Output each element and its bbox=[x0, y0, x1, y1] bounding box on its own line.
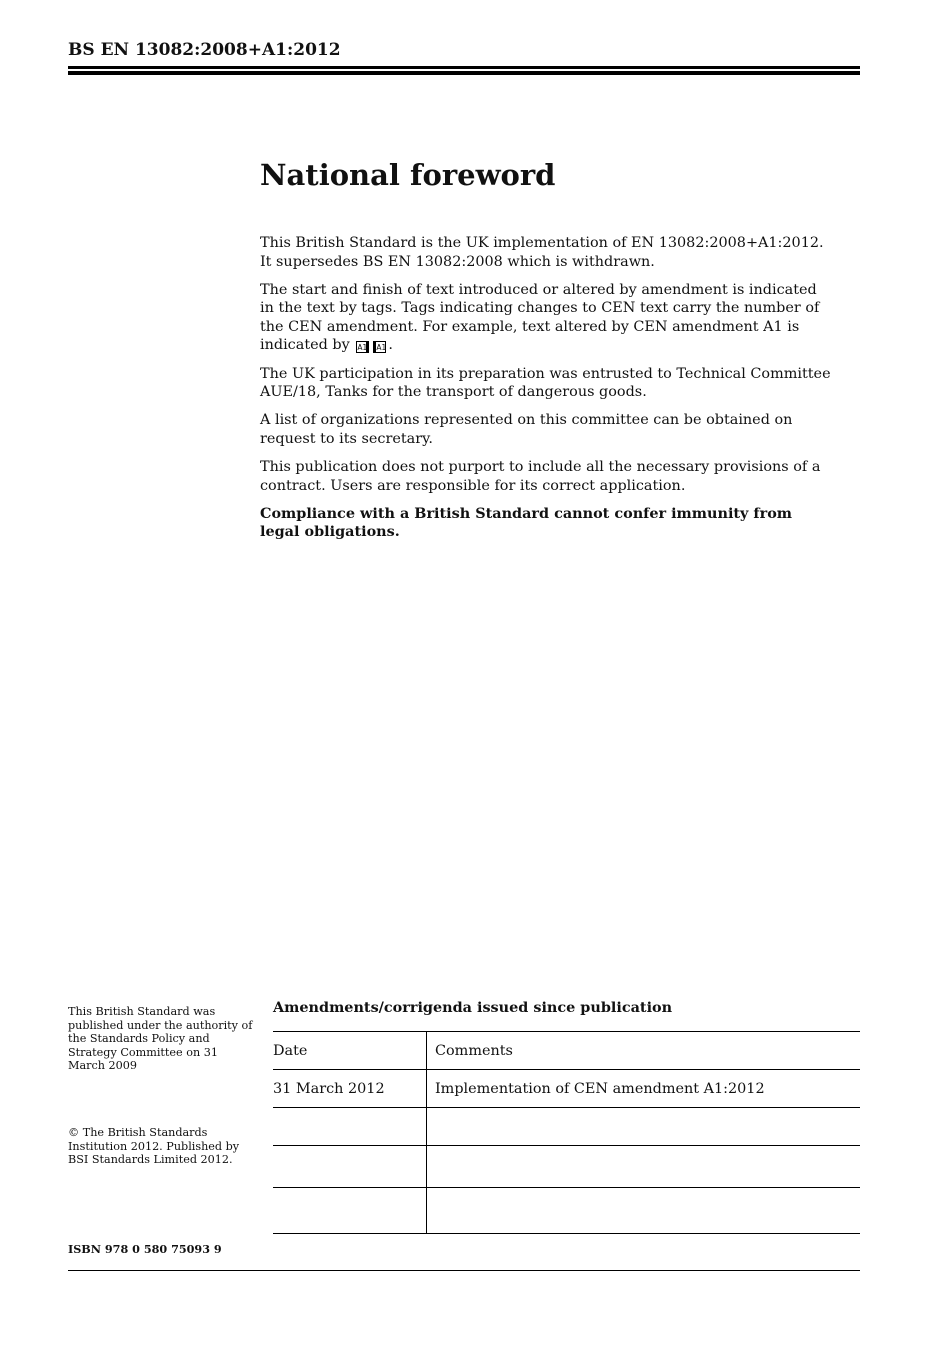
header-rule-thin bbox=[68, 71, 860, 75]
amendment-close-tag-icon: A1 bbox=[373, 341, 386, 353]
table-header-row bbox=[273, 1032, 860, 1070]
amendments-table bbox=[273, 1031, 860, 1234]
document-code: BS EN 13082:2008+A1:2012 bbox=[68, 40, 341, 60]
isbn: ISBN 978 0 580 75093 9 bbox=[68, 1242, 222, 1256]
paragraph-organizations: A list of organizations represented on this committee can be obtained on request to its secretary. bbox=[260, 412, 793, 447]
footer-rule bbox=[68, 1270, 860, 1271]
amendments-title: Amendments/corrigenda issued since publication bbox=[273, 999, 673, 1016]
table-row bbox=[273, 1070, 860, 1108]
foreword-body bbox=[260, 234, 835, 551]
paragraph-amendment-tags bbox=[260, 281, 835, 355]
paragraph-compliance: Compliance with a British Standard cannot confer immunity from legal obligations. bbox=[260, 504, 793, 541]
cell-comments bbox=[427, 1108, 861, 1146]
column-header-comments: Comments bbox=[427, 1032, 861, 1070]
paragraph-implementation: This British Standard is the UK implementation of EN 13082:2008+A1:2012. It supersedes BS EN 13082:2008 which is withdrawn. bbox=[260, 235, 824, 270]
table-row bbox=[273, 1188, 860, 1234]
cell-date: 31 March 2012 bbox=[273, 1070, 427, 1108]
paragraph-amendment-tags-end: . bbox=[388, 337, 393, 354]
column-header-date: Date bbox=[273, 1032, 427, 1070]
table-row bbox=[273, 1146, 860, 1188]
amendment-open-tag-icon: A1 bbox=[356, 341, 369, 353]
cell-date bbox=[273, 1108, 427, 1146]
cell-comments: Implementation of CEN amendment A1:2012 bbox=[427, 1070, 861, 1108]
paragraph-amendment-tags-text: The start and finish of text introduced or altered by amendment is indicated in the text by tags. Tags indicating changes to CEN text carry the number of the CEN amendment. For example, text altered by CEN amendment A1 is indicated by bbox=[260, 281, 820, 354]
paragraph-provisions: This publication does not purport to include all the necessary provisions of a contract. Users are responsible for its correct application. bbox=[260, 458, 821, 494]
paragraph-participation: The UK participation in its preparation was entrusted to Technical Committee AUE/18, Tanks for the transport of dangerous goods. bbox=[260, 365, 831, 401]
cell-date bbox=[273, 1146, 427, 1188]
cell-comments bbox=[427, 1146, 861, 1188]
publication-note: This British Standard was published under the authority of the Standards Policy and Strategy Committee on 31 March 2009 bbox=[68, 1005, 253, 1073]
cell-date bbox=[273, 1188, 427, 1234]
cell-comments bbox=[427, 1188, 861, 1234]
header-rule-thick bbox=[68, 66, 860, 69]
copyright-note: © The British Standards Institution 2012. Published by BSI Standards Limited 2012. bbox=[68, 1126, 240, 1167]
page-title: National foreword bbox=[260, 158, 556, 192]
table-row bbox=[273, 1108, 860, 1146]
